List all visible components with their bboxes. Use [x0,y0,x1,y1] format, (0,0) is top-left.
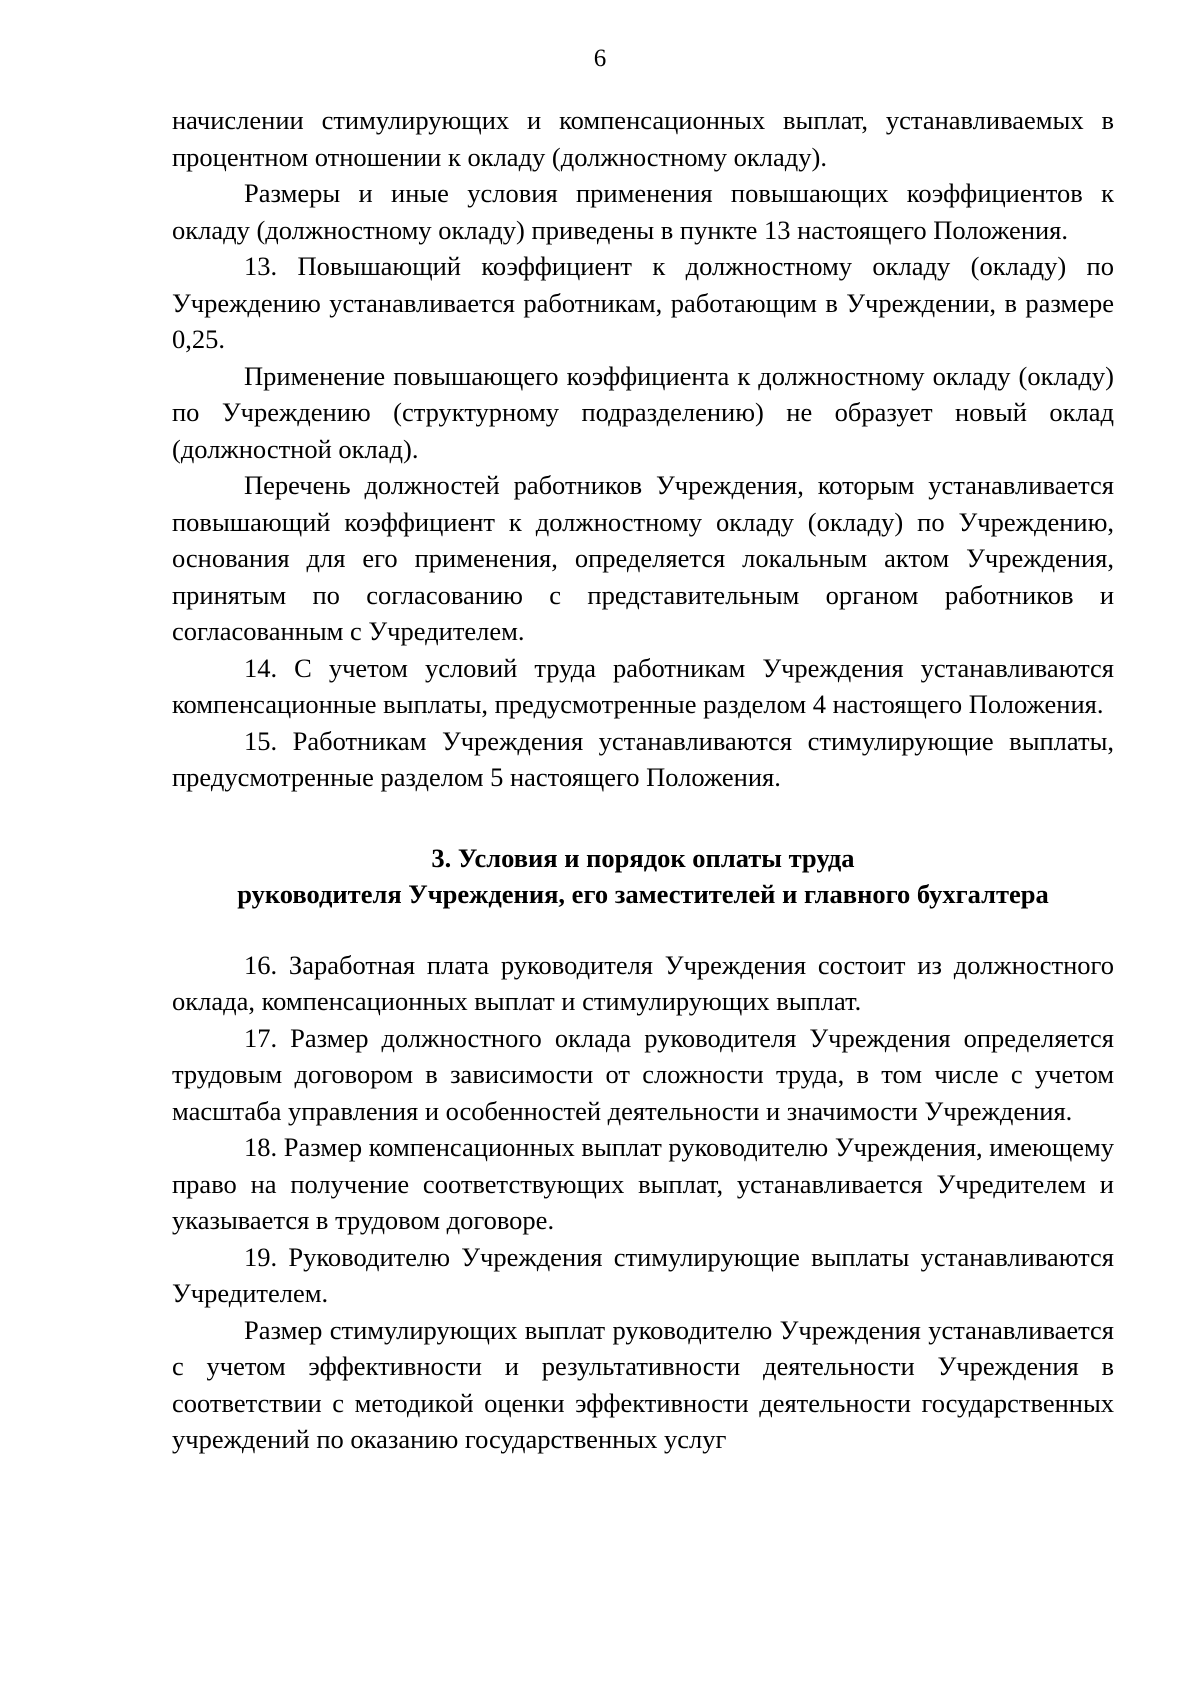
paragraph-coefficient-application: Применение повышающего коэффициента к должностному окладу (окладу) по Учреждению (структурному подразделению) не образует новый оклад (должностной оклад). [172,360,1114,464]
paragraph-item-14: 14. С учетом условий труда работникам Учреждения устанавливаются компенсационные выплаты, предусмотренные разделом 4 настоящего Положения. [172,652,1114,719]
paragraph-item-18: 18. Размер компенсационных выплат руководителю Учреждения, имеющему право на получение соответствующих выплат, устанавливается Учредителем и указывается в трудовом договоре. [172,1132,1114,1235]
paragraph-item-16: 16. Заработная плата руководителя Учреждения состоит из должностного оклада, компенсационных выплат и стимулирующих выплат. [172,949,1114,1016]
paragraph-positions-list: Перечень должностей работников Учреждения, которым устанавливается повышающий коэффициент к должностному окладу (окладу) по Учреждению, основания для его применения, определяется локальным актом Учреждения, принятым по согласованию с представительным органом работников и согласованным с Учредителем. [172,470,1114,646]
document-body [172,102,1114,1458]
section-heading-line-1: 3. Условия и порядок оплаты труда [431,842,855,873]
section-heading-line-2: руководителя Учреждения, его заместителей и главного бухгалтера [237,879,1049,909]
paragraph-continuation: начислении стимулирующих и компенсационных выплат, устанавливаемых в процентном отношении к окладу (должностному окладу). [172,105,1114,172]
paragraph-coefficients-conditions: Размеры и иные условия применения повышающих коэффициентов к окладу (должностному окладу) приведены в пункте 13 настоящего Положения. [172,178,1114,245]
paragraph-item-19: 19. Руководителю Учреждения стимулирующие выплаты устанавливаются Учредителем. [172,1241,1114,1308]
page-number: 6 [593,45,607,72]
section-heading [172,840,1114,913]
paragraph-item-17: 17. Размер должностного оклада руководителя Учреждения определяется трудовым договором в зависимости от сложности труда, в том числе с учетом масштаба управления и особенностей деятельности и значимости Учреждения. [172,1022,1114,1126]
paragraph-item-15: 15. Работникам Учреждения устанавливаются стимулирующие выплаты, предусмотренные разделом 5 настоящего Положения. [172,725,1114,792]
paragraph-stimulating-payments-size: Размер стимулирующих выплат руководителю Учреждения устанавливается с учетом эффективности и результативности деятельности Учреждения в соответствии с методикой оценки эффективности деятельности государственных учреждений по оказанию государственных услуг [172,1314,1114,1454]
paragraph-item-13: 13. Повышающий коэффициент к должностному окладу (окладу) по Учреждению устанавливается работникам, работающим в Учреждении, в размере 0,25. [172,251,1114,354]
